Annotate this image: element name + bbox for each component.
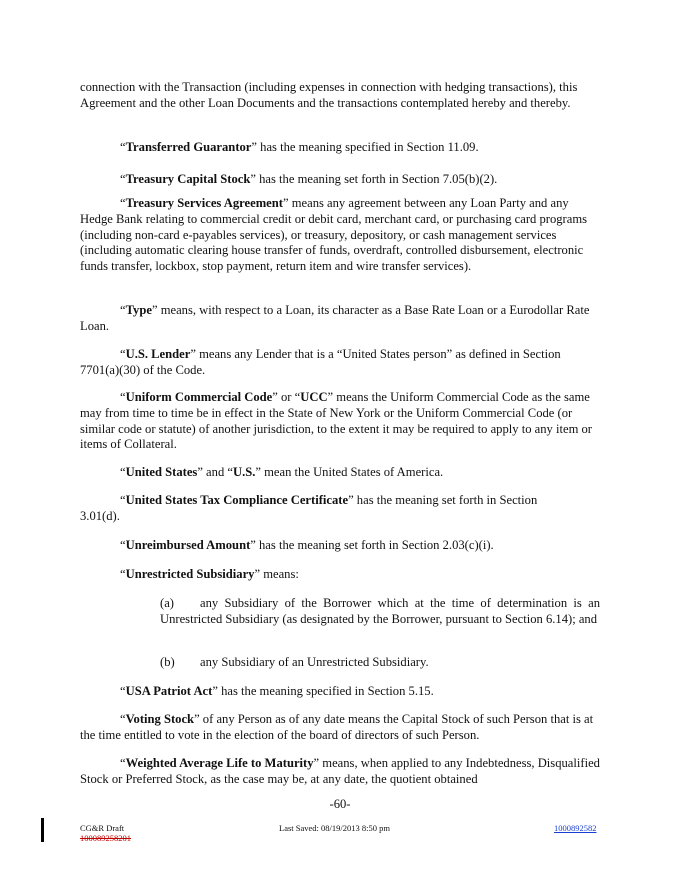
term: Voting Stock [125, 712, 195, 726]
def-tax-compliance-certificate: “United States Tax Compliance Certificate” has the meaning set forth in Section 3.01(d). [80, 493, 538, 523]
term: Uniform Commercial Code [125, 390, 273, 404]
footer-left [80, 823, 131, 843]
def-type: “Type” means, with respect to a Loan, its character as a Base Rate Loan or a Eurodollar Rate Loan. [80, 303, 590, 333]
term: United States [125, 465, 198, 479]
old-doc-id: 100089258201 [80, 833, 131, 843]
definition: has the meaning specified in Section 5.15. [217, 684, 434, 698]
def-unrestricted-subsidiary: “Unrestricted Subsidiary” means: [120, 567, 299, 581]
def-transferred-guarantor: “Transferred Guarantor” has the meaning specified in Section 11.09. [120, 140, 479, 154]
def-unreimbursed-amount: “Unreimbursed Amount” has the meaning set forth in Section 2.03(c)(i). [120, 538, 494, 552]
definition: means the Uniform Commercial Code as the same may from time to time be in effect in the State of New York or the Uniform Commercial Code (or similar code or statute) of another jurisdiction, to the extent it may be required to apply to any item or items of Collateral. [80, 390, 593, 452]
definition: means, when applied to any Indebtedness, Disqualified Stock or Preferred Stock, as the case may be, at any date, the quotient obtained [80, 756, 600, 786]
def-united-states: “United States” and “U.S.” mean the United States of America. [120, 465, 444, 479]
term: Treasury Capital Stock [125, 172, 251, 186]
definition: means: [260, 567, 299, 581]
def-treasury-capital-stock: “Treasury Capital Stock” has the meaning set forth in Section 7.05(b)(2). [120, 172, 498, 186]
term: Unreimbursed Amount [125, 538, 251, 552]
definition: means, with respect to a Loan, its character as a Base Rate Loan or a Eurodollar Rate Loan. [80, 303, 590, 333]
change-bar [41, 818, 44, 842]
connector: and “ [202, 465, 233, 479]
term: Type [125, 303, 152, 317]
def-weighted-average-life: “Weighted Average Life to Maturity” means, when applied to any Indebtedness, Disqualified Stock or Preferred Stock, as the case may be, at any date, the quotient obtained [80, 756, 600, 786]
page-number: -60- [329, 797, 351, 811]
def-voting-stock: “Voting Stock” of any Person as of any date means the Capital Stock of such Person that is at the time entitled to vote in the election of the board of directors of such Person. [80, 712, 594, 742]
definition: mean the United States of America. [260, 465, 444, 479]
term-2: U.S. [232, 465, 256, 479]
list-item-a [160, 596, 600, 628]
list-text: any Subsidiary of an Unrestricted Subsidiary. [200, 655, 429, 669]
list-text: any Subsidiary of the Borrower which at the time of determination is an Unrestricted Subsidiary (as designated by the Borrower, pursuant to Section 6.14); and [160, 596, 600, 626]
definition: means any Lender that is a “United States person” as defined in Section 7701(a)(30) of the Code. [80, 347, 561, 377]
continuation-paragraph: connection with the Transaction (including expenses in connection with hedging transactions), this Agreement and the other Loan Documents and the transactions contemplated hereby and thereby. [80, 80, 578, 110]
term: Treasury Services Agreement [125, 196, 283, 210]
term: Weighted Average Life to Maturity [125, 756, 314, 770]
def-usa-patriot-act: “USA Patriot Act” has the meaning specified in Section 5.15. [120, 684, 434, 698]
term-2: UCC [300, 390, 328, 404]
term: U.S. Lender [125, 347, 191, 361]
list-item-b [160, 655, 600, 671]
draft-label: CG&R Draft [80, 823, 125, 833]
term: United States Tax Compliance Certificate [125, 493, 349, 507]
list-label: (a) [160, 596, 174, 610]
def-ucc: “Uniform Commercial Code” or “UCC” means the Uniform Commercial Code as the same may from time to time be in effect in the State of New York or the Uniform Commercial Code (or similar code or statute) of another jurisdiction, to the extent it may be required to apply to any item or items of Collateral. [80, 390, 593, 452]
last-saved: Last Saved: 08/19/2013 8:50 pm [279, 823, 390, 833]
definition: has the meaning set forth in Section 2.03(c)(i). [255, 538, 494, 552]
connector: or “ [277, 390, 301, 404]
def-us-lender: “U.S. Lender” means any Lender that is a “United States person” as defined in Section 7701(a)(30) of the Code. [80, 347, 561, 377]
def-treasury-services-agreement: “Treasury Services Agreement” means any agreement between any Loan Party and any Hedge Bank relating to commercial credit or debit card, merchant card, or purchasing card programs (including non-card e-payables services), or treasury, depository, or cash management services (including automatic clearing house transfer of funds, overdraft, controlled disbursement, electronic funds transfer, lockbox, stop payment, return item and wire transfer services). [80, 196, 588, 274]
list-label: (b) [160, 655, 175, 669]
definition: means any agreement between any Loan Party and any Hedge Bank relating to commercial credit or debit card, merchant card, or purchasing card programs (including non-card e-payables services), or treasury, depository, or cash management services (including automatic clearing house transfer of funds, overdraft, controlled disbursement, electronic funds transfer, lockbox, stop payment, return item and wire transfer services). [80, 196, 588, 274]
term: Unrestricted Subsidiary [125, 567, 255, 581]
doc-id-link[interactable]: 1000892582 [554, 823, 597, 833]
definition: has the meaning set forth in Section 3.01(d). [80, 493, 538, 523]
term: USA Patriot Act [125, 684, 213, 698]
definition: has the meaning set forth in Section 7.05(b)(2). [255, 172, 498, 186]
definition: of any Person as of any date means the Capital Stock of such Person that is at the time entitled to vote in the election of the board of directors of such Person. [80, 712, 594, 742]
definition: has the meaning specified in Section 11.09. [257, 140, 479, 154]
term: Transferred Guarantor [125, 140, 252, 154]
